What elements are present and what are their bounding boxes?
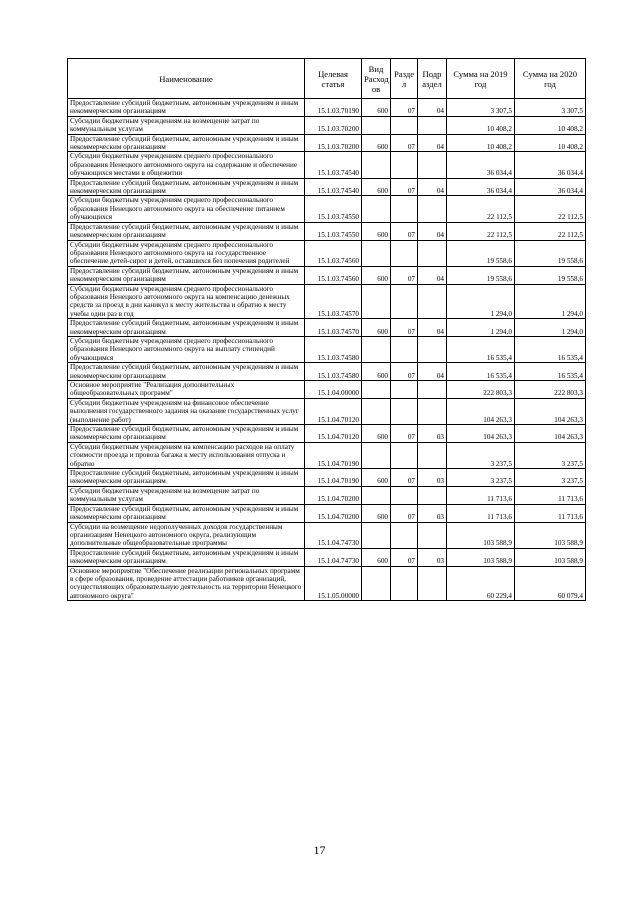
cell-name: Субсидии бюджетным учреждениям среднего профессионального образования Ненецкого автономного округа на обеспечение питанием обучающихся: [68, 196, 305, 222]
table-row: [68, 398, 586, 424]
cell-target: 15.1.03.74540: [305, 178, 362, 196]
cell-subsection: 04: [418, 363, 447, 381]
cell-target: 15.1.03.74540: [305, 152, 362, 178]
table-row: [68, 548, 586, 566]
cell-sum-2020: 11 713,6: [515, 504, 586, 522]
cell-target: 15.1.05.00000: [305, 566, 362, 601]
table-header-row: [68, 59, 586, 99]
cell-expense-type: [362, 284, 391, 319]
cell-sum-2020: 10 408,2: [515, 116, 586, 134]
cell-name: Субсидии бюджетным учреждениям на возмещение затрат по коммунальным услугам: [68, 486, 305, 504]
table-row: [68, 469, 586, 487]
cell-name: Предоставление субсидий бюджетным, автономным учреждениям и иным некоммерческим организациям: [68, 99, 305, 117]
table-row: [68, 522, 586, 548]
header-sum-2020: Сумма на 2020 год: [515, 59, 586, 99]
cell-subsection: 03: [418, 425, 447, 443]
table-row: [68, 363, 586, 381]
table-row: [68, 240, 586, 266]
cell-section: [391, 336, 418, 362]
cell-target: 15.1.03.74580: [305, 336, 362, 362]
cell-section: 07: [391, 425, 418, 443]
cell-sum-2019: 3 237,5: [447, 442, 515, 468]
cell-subsection: [418, 566, 447, 601]
cell-sum-2019: 3 307,5: [447, 99, 515, 117]
cell-expense-type: 600: [362, 363, 391, 381]
cell-section: [391, 240, 418, 266]
cell-name: Субсидии бюджетным учреждениям на финансовое обеспечение выполнения государственного задания на оказание государственных услуг (выполнение работ): [68, 398, 305, 424]
cell-name: Основное мероприятие "Обеспечение реализации региональных программ в сфере образования, проведение аттестации работников организаций, осуществляющих образовательную деятельность на территории Ненецкого автономного округа": [68, 566, 305, 601]
cell-sum-2019: 60 229,4: [447, 566, 515, 601]
cell-section: 07: [391, 319, 418, 337]
cell-target: 15.1.03.74570: [305, 319, 362, 337]
cell-expense-type: 600: [362, 548, 391, 566]
table-row: [68, 336, 586, 362]
table-row: [68, 319, 586, 337]
cell-section: [391, 522, 418, 548]
cell-target: 15.1.04.70200: [305, 504, 362, 522]
cell-sum-2020: 22 112,5: [515, 222, 586, 240]
cell-sum-2020: 3 237,5: [515, 442, 586, 468]
cell-name: Субсидии бюджетным учреждениям среднего профессионального образования Ненецкого автономного округа на выплату стипендий обучающимся: [68, 336, 305, 362]
cell-sum-2019: 19 558,6: [447, 240, 515, 266]
table-row: [68, 486, 586, 504]
cell-section: [391, 116, 418, 134]
cell-expense-type: [362, 196, 391, 222]
cell-sum-2020: 1 294,0: [515, 284, 586, 319]
cell-expense-type: 600: [362, 178, 391, 196]
cell-expense-type: [362, 486, 391, 504]
cell-subsection: [418, 336, 447, 362]
cell-subsection: [418, 398, 447, 424]
cell-target: 15.1.04.74730: [305, 522, 362, 548]
cell-subsection: [418, 152, 447, 178]
cell-subsection: 03: [418, 548, 447, 566]
cell-sum-2019: 222 803,3: [447, 381, 515, 399]
cell-expense-type: [362, 522, 391, 548]
cell-target: 15.1.04.70200: [305, 486, 362, 504]
cell-target: 15.1.03.70190: [305, 99, 362, 117]
cell-section: [391, 566, 418, 601]
cell-sum-2020: 10 408,2: [515, 134, 586, 152]
cell-name: Субсидии бюджетным учреждениям на компенсацию расходов на оплату стоимости проезда и провоза багажа к месту использования отпуска и обратно: [68, 442, 305, 468]
cell-name: Предоставление субсидий бюджетным, автономным учреждениям и иным некоммерческим организациям: [68, 134, 305, 152]
cell-target: 15.1.04.00000: [305, 381, 362, 399]
cell-sum-2019: 19 558,6: [447, 266, 515, 284]
cell-name: Предоставление субсидий бюджетным, автономным учреждениям и иным некоммерческим организациям: [68, 319, 305, 337]
cell-section: 07: [391, 222, 418, 240]
cell-section: [391, 284, 418, 319]
table-row: [68, 222, 586, 240]
cell-expense-type: 600: [362, 99, 391, 117]
cell-sum-2020: 36 034,4: [515, 178, 586, 196]
cell-target: 15.1.03.74580: [305, 363, 362, 381]
budget-table: [67, 58, 586, 601]
cell-subsection: 04: [418, 266, 447, 284]
cell-expense-type: [362, 381, 391, 399]
cell-name: Предоставление субсидий бюджетным, автономным учреждениям и иным некоммерческим организациям: [68, 266, 305, 284]
cell-sum-2020: 16 535,4: [515, 363, 586, 381]
cell-name: Предоставление субсидий бюджетным, автономным учреждениям и иным некоммерческим организациям: [68, 178, 305, 196]
cell-sum-2019: 22 112,5: [447, 196, 515, 222]
cell-section: 07: [391, 134, 418, 152]
cell-name: Субсидии на возмещение недополученных доходов государственным организациям Ненецкого автономного округа, реализующим дополнительные общеобразовательные программы: [68, 522, 305, 548]
header-subsection: Подр аздел: [418, 59, 447, 99]
table-row: [68, 196, 586, 222]
cell-sum-2019: 104 263,3: [447, 398, 515, 424]
cell-sum-2020: 104 263,3: [515, 425, 586, 443]
cell-expense-type: [362, 240, 391, 266]
header-target: Целевая статья: [305, 59, 362, 99]
cell-target: 15.1.04.70190: [305, 442, 362, 468]
cell-expense-type: [362, 152, 391, 178]
cell-subsection: 03: [418, 469, 447, 487]
cell-target: 15.1.03.74550: [305, 222, 362, 240]
table-row: [68, 178, 586, 196]
cell-section: 07: [391, 469, 418, 487]
table-row: [68, 116, 586, 134]
cell-name: Предоставление субсидий бюджетным, автономным учреждениям и иным некоммерческим организациям: [68, 548, 305, 566]
cell-section: 07: [391, 504, 418, 522]
cell-target: 15.1.04.70120: [305, 425, 362, 443]
cell-sum-2019: 3 237,5: [447, 469, 515, 487]
cell-section: [391, 442, 418, 468]
table-row: [68, 504, 586, 522]
cell-name: Субсидии бюджетным учреждениям на возмещение затрат по коммунальным услугам: [68, 116, 305, 134]
cell-sum-2020: 16 535,4: [515, 336, 586, 362]
cell-target: 15.1.03.74560: [305, 240, 362, 266]
cell-expense-type: [362, 336, 391, 362]
cell-name: Субсидии бюджетным учреждениям среднего профессионального образования Ненецкого автономного округа на государственное обеспечение детей-сирот и детей, оставшихся без попечения родителей: [68, 240, 305, 266]
cell-expense-type: [362, 116, 391, 134]
cell-expense-type: 600: [362, 266, 391, 284]
table-row: [68, 134, 586, 152]
cell-subsection: 04: [418, 222, 447, 240]
table-row: [68, 99, 586, 117]
cell-target: 15.1.04.74730: [305, 548, 362, 566]
cell-section: 07: [391, 99, 418, 117]
table-row: [68, 266, 586, 284]
cell-sum-2019: 36 034,4: [447, 152, 515, 178]
cell-section: [391, 381, 418, 399]
cell-name: Предоставление субсидий бюджетным, автономным учреждениям и иным некоммерческим организациям: [68, 222, 305, 240]
cell-subsection: 04: [418, 319, 447, 337]
cell-section: [391, 486, 418, 504]
header-expense-type: Вид Расход ов: [362, 59, 391, 99]
cell-name: Предоставление субсидий бюджетным, автономным учреждениям и иным некоммерческим организациям: [68, 363, 305, 381]
cell-section: [391, 398, 418, 424]
cell-target: 15.1.03.74560: [305, 266, 362, 284]
cell-sum-2019: 103 588,9: [447, 522, 515, 548]
cell-sum-2020: 60 079,4: [515, 566, 586, 601]
cell-target: 15.1.04.70120: [305, 398, 362, 424]
table-row: [68, 566, 586, 601]
cell-name: Основное мероприятие "Реализация дополнительных общеобразовательных программ": [68, 381, 305, 399]
cell-subsection: [418, 116, 447, 134]
cell-sum-2020: 11 713,6: [515, 486, 586, 504]
cell-sum-2020: 104 263,3: [515, 398, 586, 424]
cell-subsection: [418, 522, 447, 548]
cell-section: 07: [391, 548, 418, 566]
cell-subsection: [418, 442, 447, 468]
cell-sum-2019: 36 034,4: [447, 178, 515, 196]
cell-subsection: 04: [418, 178, 447, 196]
cell-sum-2019: 16 535,4: [447, 336, 515, 362]
cell-sum-2019: 1 294,0: [447, 284, 515, 319]
cell-expense-type: 600: [362, 504, 391, 522]
page-number: 17: [313, 843, 326, 857]
cell-section: 07: [391, 266, 418, 284]
cell-name: Предоставление субсидий бюджетным, автономным учреждениям и иным некоммерческим организациям: [68, 469, 305, 487]
cell-expense-type: 600: [362, 319, 391, 337]
cell-target: 15.1.03.74570: [305, 284, 362, 319]
cell-sum-2019: 104 263,3: [447, 425, 515, 443]
cell-sum-2020: 19 558,6: [515, 240, 586, 266]
header-section: Разде л: [391, 59, 418, 99]
cell-name: Субсидии бюджетным учреждениям среднего профессионального образования Ненецкого автономного округа на компенсацию денежных средств за проезд в дни каникул к месту жительства и обратно к месту учебы один раз в год: [68, 284, 305, 319]
cell-sum-2020: 103 588,9: [515, 548, 586, 566]
cell-section: 07: [391, 178, 418, 196]
cell-subsection: 03: [418, 504, 447, 522]
table-row: [68, 152, 586, 178]
cell-subsection: [418, 196, 447, 222]
cell-sum-2020: 3 237,5: [515, 469, 586, 487]
cell-sum-2019: 1 294,0: [447, 319, 515, 337]
cell-sum-2019: 22 112,5: [447, 222, 515, 240]
cell-target: 15.1.03.70200: [305, 116, 362, 134]
cell-name: Предоставление субсидий бюджетным, автономным учреждениям и иным некоммерческим организациям: [68, 425, 305, 443]
cell-expense-type: [362, 566, 391, 601]
cell-sum-2020: 36 034,4: [515, 152, 586, 178]
cell-sum-2020: 3 307,5: [515, 99, 586, 117]
cell-expense-type: 600: [362, 425, 391, 443]
cell-sum-2020: 22 112,5: [515, 196, 586, 222]
table-row: [68, 442, 586, 468]
header-sum-2019: Сумма на 2019 год: [447, 59, 515, 99]
cell-expense-type: 600: [362, 222, 391, 240]
cell-target: 15.1.03.70200: [305, 134, 362, 152]
cell-expense-type: 600: [362, 469, 391, 487]
cell-expense-type: [362, 398, 391, 424]
cell-subsection: 04: [418, 134, 447, 152]
cell-target: 15.1.04.70190: [305, 469, 362, 487]
table-row: [68, 381, 586, 399]
cell-expense-type: [362, 442, 391, 468]
cell-sum-2020: 19 558,6: [515, 266, 586, 284]
cell-name: Субсидии бюджетным учреждениям среднего профессионального образования Ненецкого автономного округа на содержание и обеспечение обучающихся местами в общежитии: [68, 152, 305, 178]
header-name: Наименование: [68, 59, 305, 99]
table-row: [68, 425, 586, 443]
cell-subsection: [418, 381, 447, 399]
cell-subsection: 04: [418, 99, 447, 117]
cell-expense-type: 600: [362, 134, 391, 152]
cell-name: Предоставление субсидий бюджетным, автономным учреждениям и иным некоммерческим организациям: [68, 504, 305, 522]
cell-sum-2019: 10 408,2: [447, 116, 515, 134]
cell-subsection: [418, 240, 447, 266]
cell-section: 07: [391, 363, 418, 381]
cell-sum-2019: 11 713,6: [447, 486, 515, 504]
cell-section: [391, 152, 418, 178]
cell-target: 15.1.03.74550: [305, 196, 362, 222]
cell-subsection: [418, 284, 447, 319]
cell-sum-2019: 16 535,4: [447, 363, 515, 381]
cell-sum-2020: 222 803,3: [515, 381, 586, 399]
cell-sum-2020: 103 588,9: [515, 522, 586, 548]
cell-section: [391, 196, 418, 222]
cell-sum-2020: 1 294,0: [515, 319, 586, 337]
cell-sum-2019: 10 408,2: [447, 134, 515, 152]
table-row: [68, 284, 586, 319]
cell-sum-2019: 103 588,9: [447, 548, 515, 566]
cell-subsection: [418, 486, 447, 504]
cell-sum-2019: 11 713,6: [447, 504, 515, 522]
